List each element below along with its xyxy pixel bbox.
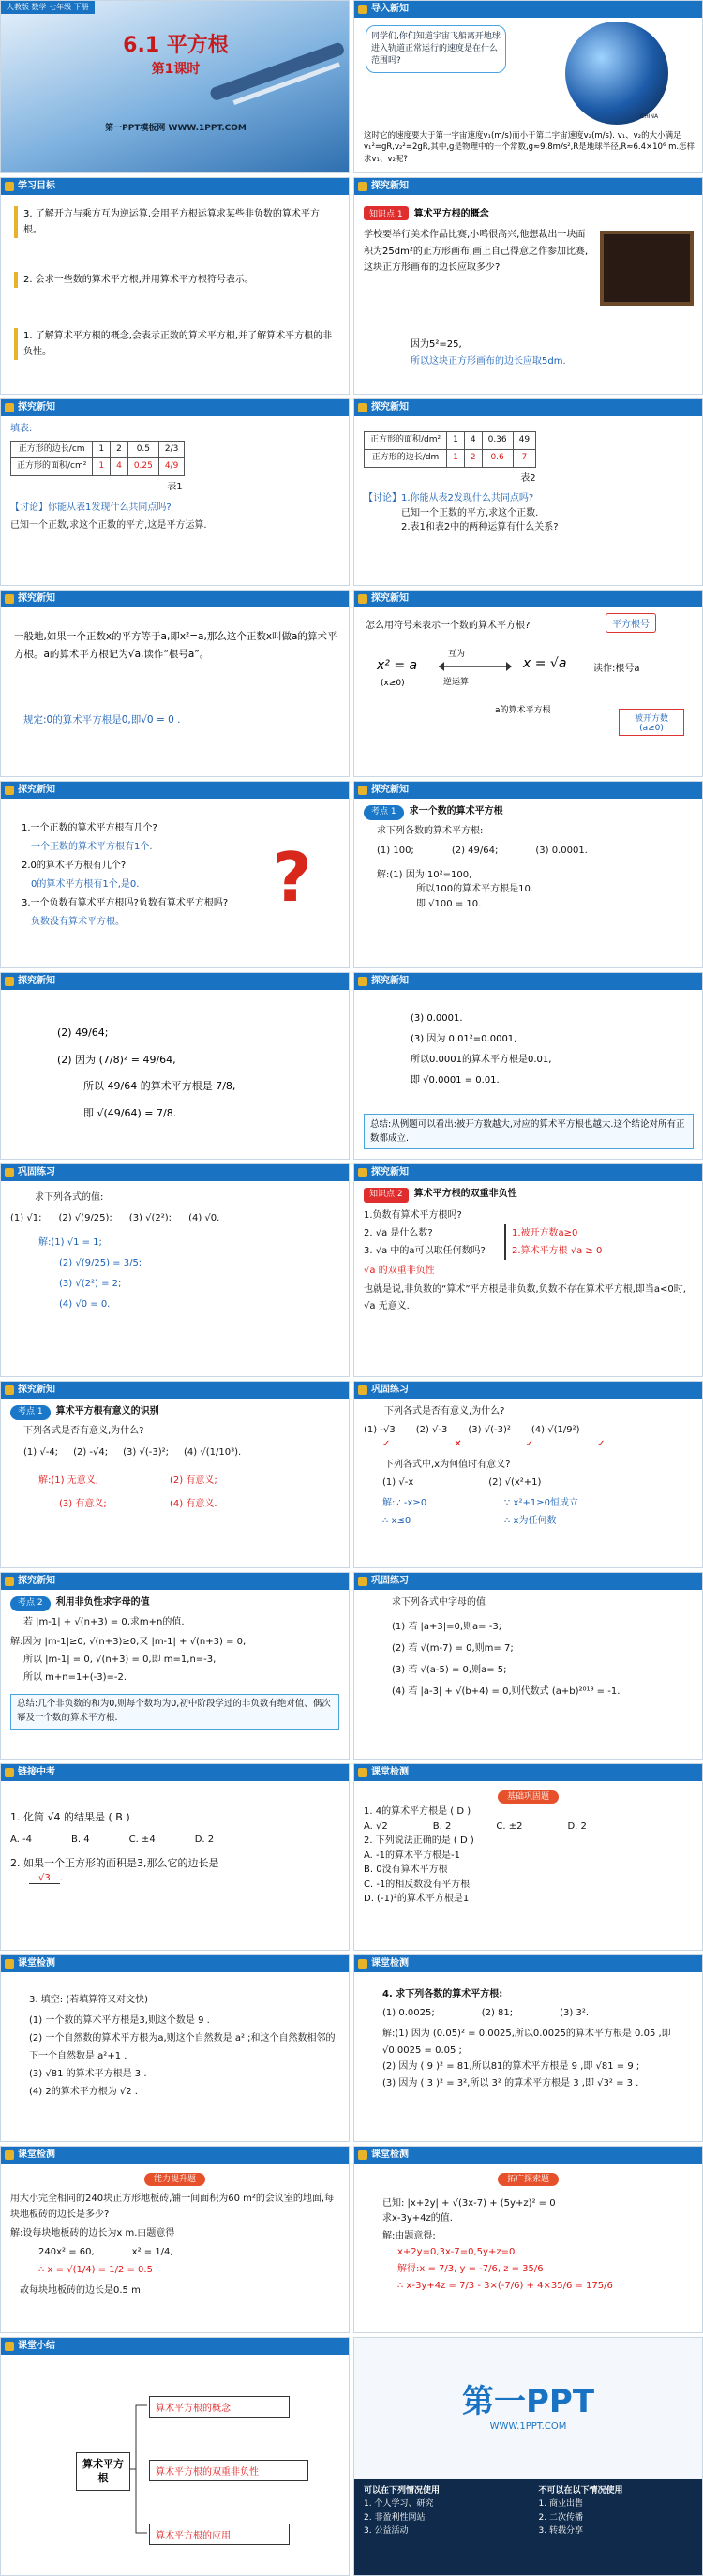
- question-2: 下列各式中,x为何值时有意义?: [384, 1459, 511, 1470]
- item: (3) √81 的算术平方根是 3 .: [29, 2068, 147, 2079]
- footer-item: 1. 个人学习、研究: [364, 2499, 434, 2509]
- cover-title: 6.1 平方根: [123, 34, 229, 57]
- summary-branch-2: 算术平方根的双重非负性: [149, 2460, 308, 2481]
- answer-line: (4) √0 = 0.: [59, 1299, 111, 1310]
- question: (2) 49/64;: [57, 1026, 109, 1039]
- item: (2) 一个自然数的算术平方根为a,则这个自然数是 a² ;和这个自然数相邻的下一个自然数是 a²+1 .: [29, 2032, 336, 2061]
- slide-example-1: [353, 781, 703, 968]
- title-icon: [358, 1959, 367, 1969]
- answer-line: 解:(1) √1 = 1;: [38, 1237, 102, 1248]
- slide-nonnegativity: [353, 1163, 703, 1377]
- table-caption: 表2: [520, 472, 536, 484]
- definition-text: 一般地,如果一个正数x的平方等于a,即x²=a,那么这个正数x叫做a的算术平方根。a的算术平方根记为√a,读作“根号a”。: [14, 631, 337, 661]
- question: (3) 0.0001.: [411, 1013, 463, 1024]
- solution-line: 即 √100 = 10.: [416, 898, 482, 909]
- slide-questions: [0, 781, 350, 968]
- answer-line: (3) 有意义;: [59, 1499, 107, 1510]
- slide-practice-2: [353, 1381, 703, 1568]
- radicand-box: 被开方数 (a≥0): [619, 709, 684, 736]
- slide-header: 学习目标: [1, 178, 349, 195]
- explanation: 也就是说,非负数的“算术”平方根是非负数,负数不存在算术平方根,即当a<0时, √a 无意义.: [364, 1284, 686, 1311]
- slide-header: 探究新知: [1, 591, 349, 607]
- answer-line: (2) 因为 ( 9 )² = 81,所以81的算术平方根是 9 ,即 √81 = 9 ;: [382, 2061, 640, 2072]
- option: B. 4: [71, 1835, 90, 1846]
- footer-item: 2. 二次传播: [538, 2512, 583, 2523]
- item: (1) 0.0025;: [382, 2007, 435, 2018]
- slide-test-compute: [353, 1954, 703, 2142]
- item: (2) 49/64;: [451, 846, 499, 857]
- painting-image: [600, 231, 694, 306]
- title-icon: [358, 977, 367, 986]
- title-icon: [5, 403, 14, 412]
- conclusion: 故每块地板砖的边长是0.5 m.: [20, 2284, 144, 2296]
- item: (1) 一个数的算术平方根是3,则这个数是 9 .: [29, 2014, 210, 2026]
- summary-branch-1: 算术平方根的概念: [149, 2396, 290, 2418]
- title-icon: [358, 1577, 367, 1586]
- answer-2: 0的算术平方根有1个,是0.: [31, 879, 140, 890]
- knowledge-point-badge: 知识点 2: [364, 1188, 409, 1203]
- option: D. 2: [567, 1820, 587, 1832]
- question: 求下列各式的值:: [35, 1192, 104, 1203]
- slide-header: 巩固练习: [354, 1382, 702, 1399]
- exam-point-badge: 考点 2: [10, 1596, 51, 1611]
- equation: ∴ x = √(1/4) = 1/2 = 0.5: [38, 2265, 153, 2275]
- question: 求下列各数的算术平方根:: [377, 825, 484, 836]
- exam-point-title: 算术平方根有意义的识别: [55, 1406, 159, 1416]
- solution-line: 所以 m+n=1+(-3)=-2.: [23, 1672, 127, 1684]
- slide-header: 链接中考: [1, 1764, 349, 1781]
- goal-2: 2. 会求一些数的算术平方根,并用算术平方根符号表示。: [14, 272, 333, 288]
- item: (2) √(x²+1): [488, 1477, 542, 1488]
- slide-header: 探究新知: [1, 973, 349, 990]
- title-icon: [358, 403, 367, 412]
- slide-header: 探究新知: [354, 1164, 702, 1181]
- summary-branch-3: 算术平方根的应用: [149, 2524, 290, 2545]
- option: A. √2: [364, 1820, 388, 1832]
- fill-label: 填表:: [10, 424, 33, 434]
- solution-line: 解:(1) 因为 10²=100,: [377, 869, 472, 880]
- title-icon: [5, 594, 14, 604]
- check-icon: ✓: [525, 1439, 534, 1449]
- item: (1) 100;: [377, 846, 414, 857]
- table-row: 正方形的边长/dm 1 2 0.6 7: [365, 449, 536, 467]
- slide-notation: [353, 590, 703, 777]
- item: (2) √(9/25);: [58, 1212, 112, 1223]
- slide-exam-link: [0, 1763, 350, 1951]
- pen-illustration-icon: [198, 29, 348, 132]
- rule-text: 规定:0的算术平方根是0,即√0 = 0 .: [23, 714, 181, 726]
- item: (1) -√3: [364, 1424, 396, 1435]
- formula-right: x = √a: [523, 656, 567, 671]
- item: (4) 若 |a-3| + √(b+4) = 0,则代数式 (a+b)²⁰¹⁹ = -1.: [392, 1685, 621, 1697]
- problem-text: 学校要举行美术作品比赛,小鸣很高兴,他想裁出一块面积为25dm²的正方形画布,画上自己得意之作参加比赛,这块正方形画布的边长应取多少?: [364, 230, 589, 273]
- slide-header: 探究新知: [1, 399, 349, 416]
- equation: 240x² = 60,: [38, 2246, 95, 2257]
- slide-practice-1: [0, 1163, 350, 1377]
- answer-line-1: 因为5²=25,: [411, 339, 462, 350]
- slide-practice-3: [353, 1572, 703, 1760]
- slide-header: 课堂检测: [1, 2147, 349, 2164]
- footer-col-title: 不可以在以下情况使用: [538, 2486, 623, 2495]
- slide-example-2: [0, 972, 350, 1160]
- discussion-line: 2.表1和表2中的两种运算有什么关系?: [401, 522, 559, 533]
- item: (4) √0.: [188, 1212, 220, 1223]
- option: B. 2: [432, 1820, 452, 1832]
- item: (1) 若 |a+3|=0,则a= -3;: [392, 1621, 502, 1632]
- title-icon: [358, 1768, 367, 1777]
- answer-line: ∵ x²+1≥0恒成立: [504, 1497, 578, 1508]
- equation: ∴ x-3y+4z = 7/3 - 3×(-7/6) + 4×35/6 = 175/6: [397, 2280, 613, 2291]
- slide-example-3: [353, 972, 703, 1160]
- slide-header: 探究新知: [1, 1382, 349, 1399]
- bracket-icon: [130, 2404, 149, 2535]
- option: C. ±2: [496, 1820, 523, 1832]
- title-icon: [5, 1768, 14, 1777]
- item: (4) √(1/9²): [531, 1424, 580, 1435]
- footer-item: 3. 公益活动: [364, 2526, 409, 2537]
- slide-header: 探究新知: [354, 973, 702, 990]
- cover-brand: 第一PPT模板网 WWW.1PPT.COM: [105, 124, 247, 133]
- slide-header: 探究新知: [1, 782, 349, 799]
- title-icon: [5, 1577, 14, 1586]
- cover-tag: 人教版 数学 七年级 下册: [1, 1, 95, 14]
- problem-text: 用大小完全相同的240块正方形地板砖,铺一间面积为60 m²的会议室的地面,每块地板砖的边长是多少?: [10, 2194, 335, 2220]
- title-icon: [358, 1385, 367, 1395]
- slide-header: 巩固练习: [354, 1573, 702, 1590]
- title-icon: [358, 786, 367, 795]
- option: A. -4: [10, 1835, 32, 1846]
- summary-box: 总结:从例题可以看出:被开方数越大,对应的算术平方根也越大.这个结论对所有正数都成立.: [364, 1114, 694, 1149]
- question-1: 1. 4的算术平方根是 ( D ): [364, 1806, 471, 1817]
- slide-header: 探究新知: [354, 591, 702, 607]
- title-icon: [358, 5, 367, 14]
- title-icon: [358, 594, 367, 604]
- title-icon: [5, 1959, 14, 1969]
- answer-blank: √3: [29, 1873, 60, 1884]
- question-1: 1.一个正数的算术平方根有几个?: [22, 823, 157, 833]
- item: (3) √(-3)²: [468, 1424, 511, 1435]
- slide-cover: [0, 0, 350, 173]
- item: (2) 81;: [481, 2007, 514, 2018]
- label-radical-sign: 平方根号: [606, 613, 656, 633]
- summary-box: 总结:几个非负数的和为0,则每个数均为0,初中阶段学过的非负数有绝对值、偶次幂及一个数的算术平方根.: [10, 1694, 339, 1729]
- title-icon: [5, 2150, 14, 2160]
- slide-header: 探究新知: [354, 399, 702, 416]
- slide-header: 探究新知: [354, 178, 702, 195]
- answer-line: (2) √(9/25) = 3/5;: [59, 1258, 142, 1268]
- discussion-answer: 已知一个正数,求这个正数的平方,这是平方运算.: [10, 520, 207, 532]
- slide-header: 课堂检测: [1, 1955, 349, 1972]
- slide-header: 探究新知: [354, 782, 702, 799]
- option: B. 0没有算术平方根: [364, 1865, 448, 1875]
- solution-line: 所以0.0001的算术平方根是0.01,: [411, 1055, 552, 1065]
- table-row: 正方形的面积/dm² 1 4 0.36 49: [365, 432, 536, 450]
- title-icon: [358, 2150, 367, 2160]
- question-2: 2. √a 是什么数?: [364, 1227, 433, 1238]
- question: 下列各式是否有意义,为什么?: [23, 1425, 144, 1436]
- exam-point-title: 求一个数的算术平方根: [409, 806, 503, 816]
- solution-line: 解:因为 |m-1|≥0, √(n+3)≥0,又 |m-1| + √(n+3) = 0,: [10, 1637, 247, 1648]
- slide-header: 巩固练习: [1, 1164, 349, 1181]
- table-caption: 表1: [167, 482, 183, 493]
- question: 4. 求下列各数的算术平方根:: [382, 1989, 503, 1999]
- title-icon: [5, 1168, 14, 1177]
- formula-condition: (x≥0): [381, 679, 405, 688]
- solution-line: 解:由题意得:: [382, 2231, 436, 2241]
- question-3: 3. √a 中的a可以取任何数吗?: [364, 1245, 486, 1256]
- relation-text-top: 互为: [448, 650, 466, 659]
- answer-line: ∴ x为任何数: [504, 1515, 557, 1526]
- solution-line: 所以 |m-1| = 0, √(n+3) = 0,即 m=1,n=-3,: [23, 1655, 217, 1666]
- answer-3: 负数没有算术平方根。: [31, 917, 125, 927]
- exam-point-badge: 考点 1: [364, 805, 404, 820]
- slide-table-1: [0, 398, 350, 586]
- slide-objectives: [0, 177, 350, 395]
- earth-icon: [565, 22, 668, 125]
- slide-table-2: [353, 398, 703, 586]
- item: (3) 0.0001.: [535, 846, 588, 857]
- option: C. ±4: [128, 1835, 156, 1846]
- discussion-line: 已知一个正数的平方,求这个正数.: [401, 507, 539, 518]
- item: (2) -√4;: [73, 1447, 109, 1459]
- slide-test-fill: [0, 1954, 350, 2142]
- answer-line: 解:(1) 无意义;: [38, 1475, 99, 1486]
- slide-header: 课堂小结: [1, 2338, 349, 2355]
- end-punct: .: [59, 1872, 63, 1883]
- discussion: 【讨论】1.你能从表2发现什么共同点吗?: [364, 493, 534, 504]
- goal-1: 1. 了解算术平方根的概念,会表示正数的算术平方根,并了解算术平方根的非负性。: [14, 328, 333, 360]
- answer-1: 1.被开方数a≥0: [512, 1228, 578, 1238]
- slide-example-meaning: [0, 1381, 350, 1568]
- title-icon: [5, 1385, 14, 1395]
- note-text: a的算术平方根: [495, 706, 551, 715]
- solution-line: 即 √0.0001 = 0.01.: [411, 1075, 500, 1086]
- slide-intro: [353, 0, 703, 173]
- slide-test-extension: [353, 2146, 703, 2333]
- option: A. -1的算术平方根是-1: [364, 1850, 460, 1861]
- relation-text-bottom: 逆运算: [443, 678, 470, 687]
- footer-col-title: 可以在下列情况使用: [364, 2486, 441, 2495]
- slide-concept-intro: [353, 177, 703, 395]
- banner: 拓广探索题: [498, 2173, 559, 2186]
- question-mark-icon: ?: [273, 838, 312, 917]
- knowledge-title: 算术平方根的概念: [413, 209, 489, 219]
- answer-line: (3) 因为 ( 3 )² = 3²,所以 3² 的算术平方根是 3 ,即 √3² = 3 .: [382, 2077, 639, 2089]
- question: 若 |m-1| + √(n+3) = 0,求m+n的值.: [23, 1616, 185, 1627]
- slide-definition: [0, 590, 350, 777]
- option: D. (-1)²的算术平方根是1: [364, 1894, 470, 1904]
- option: D. 2: [194, 1835, 215, 1846]
- read-as: 读作:根号a: [593, 664, 640, 674]
- item: (3) √(-3)²;: [123, 1447, 169, 1459]
- answer-line-2: 所以这块正方形画布的边长应取5dm.: [411, 356, 566, 367]
- question-1: 1.负数有算术平方根吗?: [364, 1209, 462, 1221]
- cross-icon: ✕: [454, 1439, 462, 1449]
- title-icon: [5, 182, 14, 191]
- summary-center: 算术平方根: [76, 2452, 130, 2491]
- question: 已知: |x+2y| + √(3x-7) + (5y+z)² = 0: [382, 2198, 556, 2209]
- slide-header: 导入新知: [354, 1, 702, 18]
- question: 3. 填空: (若填算符又对文快): [29, 1995, 149, 2005]
- exam-point-badge: 考点 1: [10, 1405, 51, 1420]
- intro-text: 这时它的速度要大于第一宇宙速度v₁(m/s)而小于第二宇宙速度v₂(m/s). v₁、v₂的大小满足v₁²=gR,v₂²=2gR,其中,g是物理中的一个常数,g≈9.8m/s²,R是地球半径,R≈6.4×10⁶ m.怎样求v₁、v₂呢?: [364, 131, 696, 164]
- option: C. -1的相反数没有平方根: [364, 1879, 471, 1890]
- answer-line: (2) 有意义;: [170, 1475, 217, 1486]
- question: 怎么用符号来表示一个数的算术平方根?: [366, 621, 531, 631]
- solution-line: (2) 因为 (7/8)² = 49/64,: [57, 1053, 176, 1066]
- knowledge-point-badge: 知识点 1: [364, 206, 409, 220]
- table-row: 正方形的面积/cm² 1 4 0.25 4/9: [11, 458, 185, 476]
- answer-line: (3) √(2²) = 2;: [59, 1279, 122, 1289]
- table-row: 正方形的边长/cm 1 2 0.5 2/3: [11, 441, 185, 458]
- slide-summary: [0, 2337, 350, 2576]
- answer-line: ∴ x≤0: [382, 1515, 411, 1526]
- slide-header: 探究新知: [1, 1573, 349, 1590]
- arrow-icon: [437, 660, 512, 673]
- item: (1) √1;: [10, 1212, 42, 1223]
- footer-item: 3. 转载分享: [538, 2526, 583, 2537]
- footer-item: 2. 非盈利性网站: [364, 2512, 426, 2523]
- slide-example-letters: [0, 1572, 350, 1760]
- solution-line: 所以 49/64 的算术平方根是 7/8,: [83, 1080, 236, 1093]
- equation: x² = 1/4,: [131, 2246, 173, 2257]
- item: (3) 若 √(a-5) = 0,则a= 5;: [392, 1664, 507, 1675]
- banner: 能力提升题: [144, 2173, 205, 2186]
- slide-header: 课堂检测: [354, 2147, 702, 2164]
- item: (1) √-4;: [23, 1447, 59, 1459]
- formula-left: x² = a: [377, 658, 418, 673]
- title-icon: [358, 182, 367, 191]
- item: (2) 若 √(m-7) = 0,则m= 7;: [392, 1642, 514, 1654]
- answer-1: 一个正数的算术平方根有1个.: [31, 842, 153, 852]
- item: (4) 2的算术平方根为 √2 .: [29, 2086, 138, 2097]
- title-icon: [358, 1168, 367, 1177]
- cover-subtitle: 第1课时: [151, 62, 201, 77]
- item: (2) √-3: [415, 1424, 448, 1435]
- slide-test-basic: [353, 1763, 703, 1951]
- answer-line: (4) 有意义.: [170, 1499, 217, 1510]
- equation: x+2y=0,3x-7=0,5y+z=0: [397, 2246, 516, 2257]
- check-icon: ✓: [382, 1439, 391, 1449]
- check-icon: ✓: [597, 1439, 606, 1449]
- answer-2: 2.算术平方根 √a ≥ 0: [512, 1246, 603, 1256]
- solution-line: 解:设每块地板砖的边长为x m.由题意得: [10, 2228, 175, 2239]
- title-icon: [5, 2342, 14, 2351]
- question: 求下列各式中字母的值: [392, 1597, 486, 1608]
- solution-line: (3) 因为 0.01²=0.0001,: [411, 1034, 517, 1044]
- equation: 解得:x = 7/3, y = -7/6, z = 35/6: [397, 2263, 544, 2274]
- question-1: 下列各式是否有意义,为什么?: [384, 1406, 505, 1416]
- question-2: 2. 如果一个正方形的面积是3,那么它的边长是: [10, 1856, 219, 1869]
- footer-url: WWW.1PPT.COM: [489, 2421, 567, 2432]
- slide-header: 课堂检测: [354, 1955, 702, 1972]
- slide-footer: [353, 2337, 703, 2576]
- discussion: 【讨论】你能从表1发现什么共同点吗?: [10, 502, 172, 513]
- item: (1) √-x: [382, 1477, 414, 1488]
- table-2: [364, 431, 536, 468]
- key-phrase: √a 的双重非负性: [364, 1265, 435, 1276]
- slide-header: 课堂检测: [354, 1764, 702, 1781]
- item: (4) √(1/10³).: [184, 1447, 242, 1459]
- slide-test-ability: [0, 2146, 350, 2333]
- banner: 基础巩固题: [498, 1790, 559, 1804]
- knowledge-title: 算术平方根的双重非负性: [413, 1189, 517, 1199]
- image-caption: CHINA: [640, 113, 659, 120]
- solution-line: 即 √(49/64) = 7/8.: [83, 1106, 177, 1119]
- goal-3: 3. 了解开方与乘方互为逆运算,会用平方根运算求某些非负数的算术平方根。: [14, 206, 333, 238]
- item: (3) √(2²);: [128, 1212, 172, 1223]
- footer-logo: 第一PPT: [461, 2383, 595, 2420]
- footer-item: 1. 商业出售: [538, 2499, 583, 2509]
- title-icon: [5, 786, 14, 795]
- answer-line: 解:(1) 因为 (0.05)² = 0.0025,所以0.0025的算术平方根是 0.05 ,即 √0.0025 = 0.05 ;: [382, 2029, 671, 2056]
- question-1: 1. 化简 √4 的结果是 ( B ): [10, 1811, 130, 1823]
- answer-line: 解:∵ -x≥0: [382, 1497, 427, 1508]
- item: (3) 3².: [560, 2007, 590, 2018]
- question-3: 3.一个负数有算术平方根吗?负数有算术平方根吗?: [22, 898, 229, 908]
- table-1: [10, 441, 185, 477]
- speech-bubble: 同学们,你们知道宇宙飞船离开地球进入轨道正常运行的速度是在什么范围吗?: [366, 25, 506, 73]
- solution-line: 所以100的算术平方根是10.: [416, 884, 533, 895]
- question-2: 2. 下列说法正确的是 ( D ): [364, 1835, 474, 1846]
- question-2: 2.0的算术平方根有几个?: [22, 861, 127, 871]
- title-icon: [5, 977, 14, 986]
- question-2: 求x-3y+4z的值.: [382, 2212, 453, 2224]
- exam-point-title: 利用非负性求字母的值: [55, 1597, 150, 1608]
